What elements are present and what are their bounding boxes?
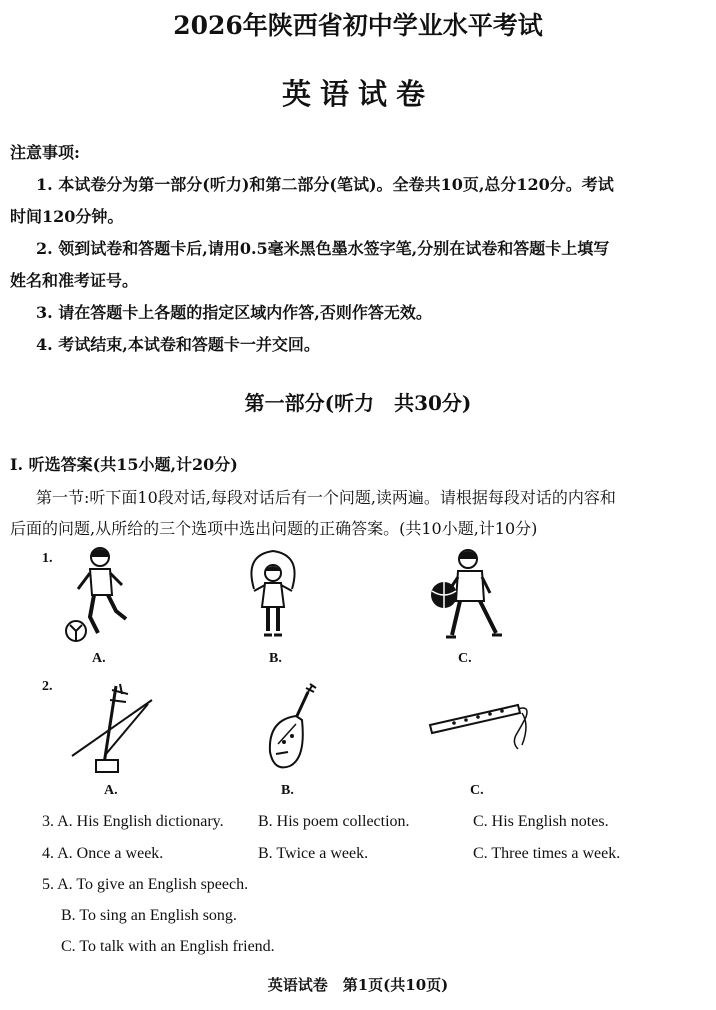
section-title: Ⅰ. 听选答案(共15小题,计20分) (10, 455, 238, 474)
q1-option-c: C. (458, 651, 472, 666)
q1-option-b: B. (269, 651, 282, 666)
q4-option-c: C. Three times a week. (473, 845, 621, 862)
boy-kicking-football-icon (62, 545, 134, 645)
instruction-line-2: 后面的问题,从所给的三个选项中选出问题的正确答案。(共10小题,计10分) (10, 519, 538, 538)
notice-item-4: 4. 考试结束,本试卷和答题卡一并交回。 (36, 335, 320, 354)
notice-item-2-cont: 姓名和准考证号。 (10, 271, 139, 290)
flute-icon (426, 695, 534, 759)
erhu-icon (70, 680, 160, 780)
q5-option-c: C. To talk with an English friend. (61, 938, 275, 955)
page-footer: 英语试卷 第1页(共10页) (267, 976, 449, 994)
q3-option-b: B. His poem collection. (258, 813, 410, 830)
q2-number: 2. (42, 679, 53, 694)
notice-item-3: 3. 请在答题卡上各题的指定区域内作答,否则作答无效。 (36, 303, 432, 322)
q3-option-c: C. His English notes. (473, 813, 609, 830)
q2-option-a: A. (104, 783, 118, 798)
exam-title: 2026年陕西省初中学业水平考试 (173, 11, 543, 40)
q4-option-b: B. Twice a week. (258, 845, 369, 862)
girl-jumping-rope-icon (240, 545, 306, 645)
q1-option-a: A. (92, 651, 106, 666)
boy-holding-basketball-icon (424, 545, 508, 645)
instruction-line-1: 第一节:听下面10段对话,每段对话后有一个问题,读两遍。请根据每段对话的内容和 (36, 488, 616, 507)
q4-option-a: 4. A. Once a week. (42, 845, 164, 862)
paper-title: 英语试卷 (281, 77, 434, 111)
q5-option-b: B. To sing an English song. (61, 907, 237, 924)
notice-item-2: 2. 领到试卷和答题卡后,请用0.5毫米黑色墨水签字笔,分别在试卷和答题卡上填写 (36, 239, 610, 258)
q5-option-a: 5. A. To give an English speech. (42, 876, 249, 893)
q2-option-b: B. (281, 783, 294, 798)
q3-option-a: 3. A. His English dictionary. (42, 813, 224, 830)
notice-heading: 注意事项: (10, 143, 80, 162)
q2-option-c: C. (470, 783, 484, 798)
part1-title: 第一部分(听力 共30分) (244, 391, 472, 415)
q1-number: 1. (42, 551, 53, 566)
notice-item-1-cont: 时间120分钟。 (10, 207, 124, 226)
pipa-icon (262, 680, 322, 774)
notice-item-1: 1. 本试卷分为第一部分(听力)和第二部分(笔试)。全卷共10页,总分120分。考试 (36, 175, 614, 194)
